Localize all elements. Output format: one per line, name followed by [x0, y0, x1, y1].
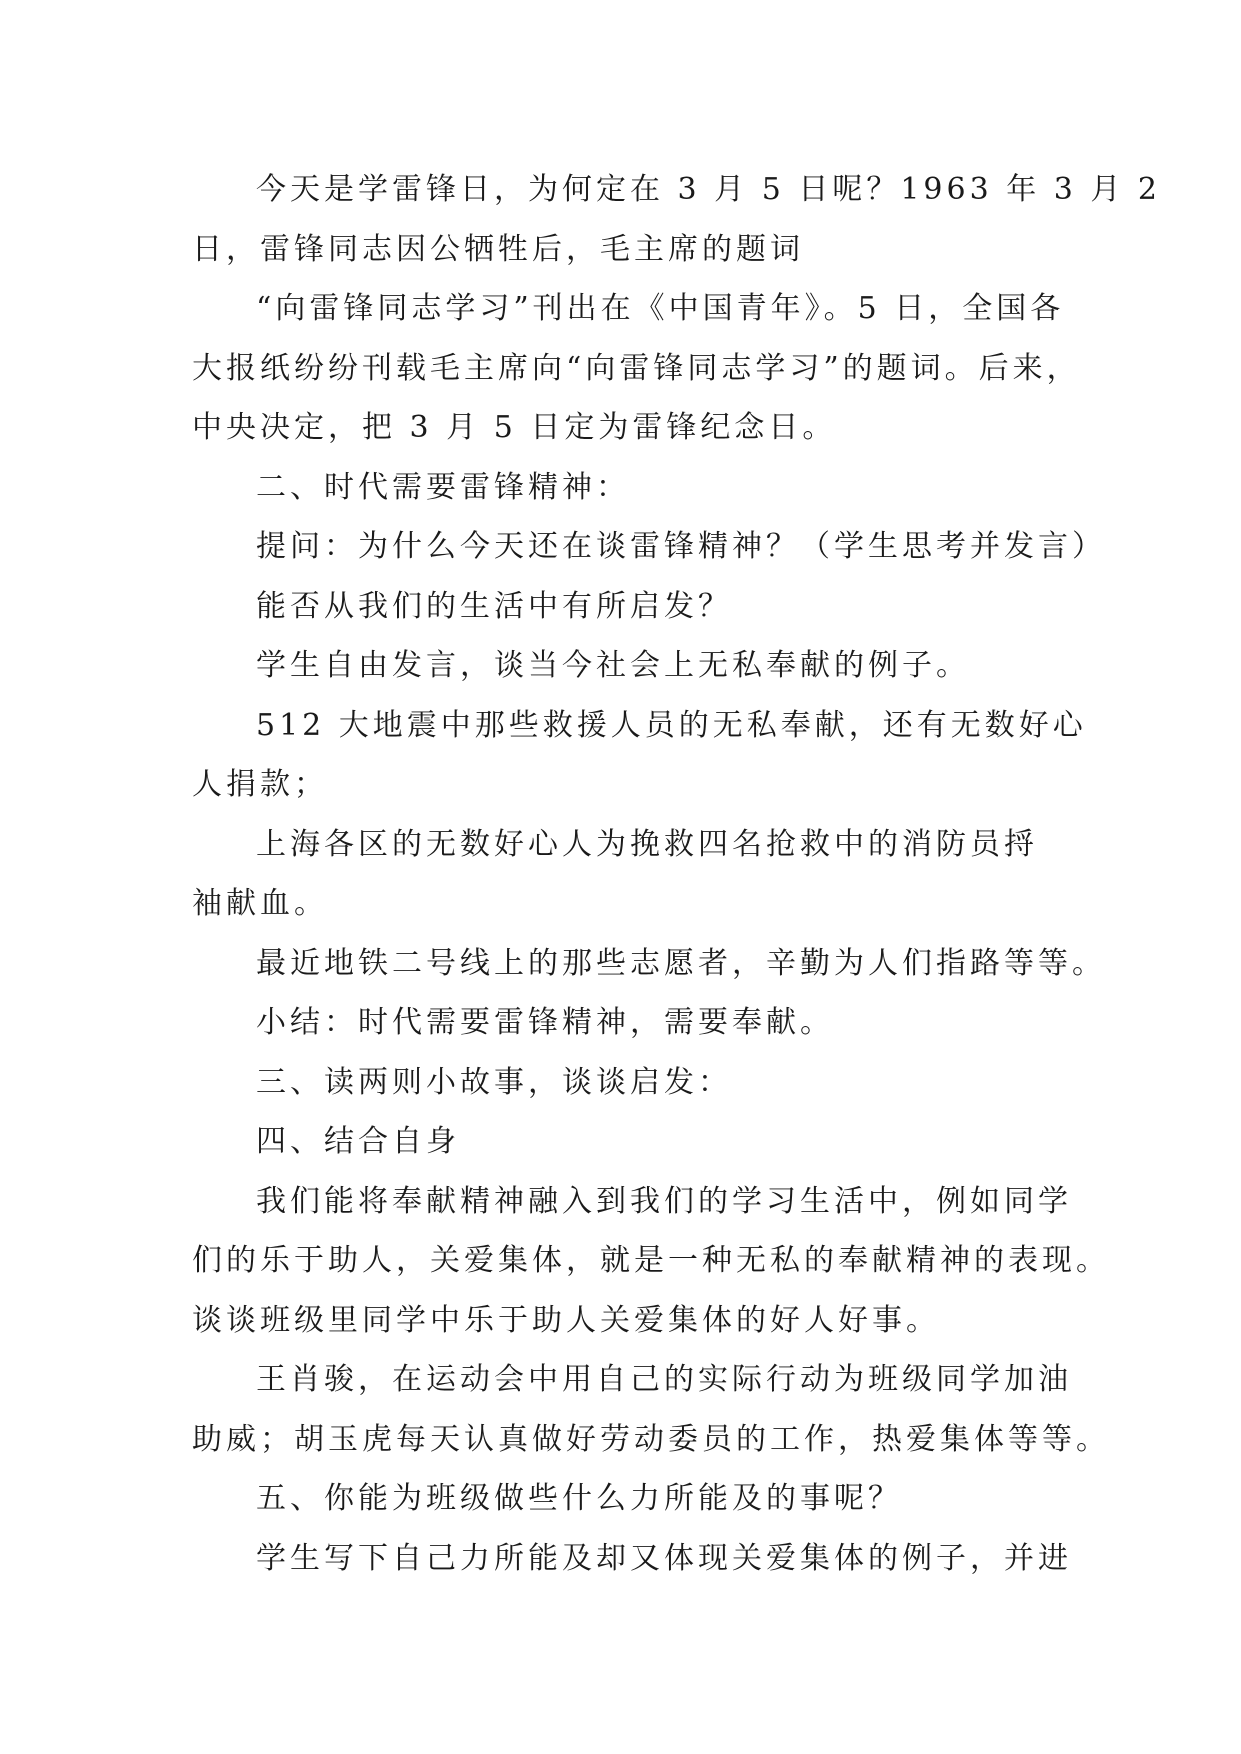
text-line: 王肖骏，在运动会中用自己的实际行动为班级同学加油: [256, 1362, 1072, 1397]
text-line: 中央决定，把 3 月 5 日定为雷锋纪念日。: [192, 410, 837, 445]
text-line: 学生自由发言，谈当今社会上无私奉献的例子。: [256, 648, 970, 683]
text-line: 大报纸纷纷刊载毛主席向“向雷锋同志学习”的题词。后来，: [192, 350, 1081, 386]
paragraph-blood-donation: [192, 815, 1060, 934]
text-line: 能否从我们的生活中有所启发？: [256, 588, 732, 624]
section-heading-3: [192, 1053, 1060, 1113]
text-line: 袖献血。: [192, 886, 328, 921]
text-line: 512 大地震中那些救援人员的无私奉献，还有无数好心: [256, 707, 1087, 743]
paragraph-question: [192, 517, 1106, 577]
paragraph-student-writing: [192, 1529, 1072, 1589]
section-heading-2: [192, 458, 1060, 518]
paragraph-earthquake: [192, 696, 1087, 815]
paragraph-volunteers: [192, 934, 1106, 994]
text-line: 助威；胡玉虎每天认真做好劳动委员的工作，热爱集体等等。: [192, 1421, 1110, 1457]
paragraph-student-speech: [192, 636, 1060, 696]
text-line: 今天是学雷锋日，为何定在 3 月 5 日呢？1963 年 3 月 2: [256, 172, 1161, 207]
document-body: [192, 160, 1161, 1588]
paragraph-summary: [192, 993, 1060, 1053]
text-line: 们的乐于助人，关爱集体，就是一种无私的奉献精神的表现。: [192, 1243, 1110, 1278]
paragraph-examples: [192, 1350, 1110, 1469]
text-line: “向雷锋同志学习”刊出在《中国青年》。5 日，全国各: [256, 291, 1065, 326]
paragraph-inspiration: [192, 577, 1060, 637]
section-heading-4: [192, 1112, 1060, 1172]
paragraph-memorial-day: [192, 279, 1081, 458]
text-line: 小结：时代需要雷锋精神，需要奉献。: [256, 1005, 834, 1040]
text-line: 人捐款；: [192, 767, 328, 802]
text-line: 上海各区的无数好心人为挽救四名抢救中的消防员捋: [256, 826, 1038, 862]
text-line: 四、结合自身: [256, 1124, 460, 1159]
section-heading-5: [192, 1469, 1060, 1529]
text-line: 学生写下自己力所能及却又体现关爱集体的例子，并进: [256, 1540, 1072, 1576]
text-line: 日，雷锋同志因公牺牲后，毛主席的题词: [192, 231, 804, 267]
paragraph-dedication: [192, 1172, 1110, 1351]
text-line: 谈谈班级里同学中乐于助人关爱集体的好人好事。: [192, 1302, 940, 1338]
text-line: 二、时代需要雷锋精神：: [256, 469, 630, 505]
text-line: 三、读两则小故事，谈谈启发：: [256, 1064, 732, 1100]
text-line: 提问：为什么今天还在谈雷锋精神？（学生思考并发言）: [256, 529, 1106, 564]
text-line: 五、你能为班级做些什么力所能及的事呢？: [256, 1481, 902, 1516]
text-line: 我们能将奉献精神融入到我们的学习生活中，例如同学: [256, 1183, 1072, 1219]
paragraph-lei-feng-day: [192, 160, 1161, 279]
text-line: 最近地铁二号线上的那些志愿者，辛勤为人们指路等等。: [256, 945, 1106, 981]
